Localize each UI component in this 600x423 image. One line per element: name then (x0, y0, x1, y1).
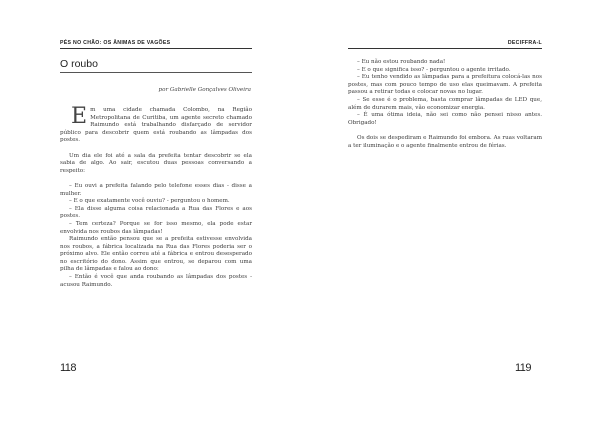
dialogue-line: – É uma ótima ideia, não sei como não pensei nisso antes. Obrigado! (348, 112, 542, 126)
dialogue-line: – E o que exatamente você ouviu? - perguntou o homem. (69, 198, 230, 205)
paragraph: Raimundo então pensou que se a prefeita estivesse envolvida nos roubos, a fábrica localizada na Rua das Flores poderia ser o próximo alvo. Ele então correu até a fábrica e entrou desesperado no escritório do dono. Assim que entrou, se deparou com uma pilha de lâmpadas e falou ao dono: (60, 236, 252, 273)
dialogue-line: – Eu ouvi a prefeita falando pelo telefone esses dias - disse a mulher. (60, 182, 252, 197)
header-rule-right (348, 48, 542, 49)
running-header-right: DECIFFRA-L (507, 40, 542, 46)
dialogue-line: – Então é você que anda roubando as lâmpadas dos postes - acusou Raimundo. (60, 274, 252, 288)
author-byline: por Gabrielle Gonçalves Oliveira (158, 87, 251, 93)
dialogue-line: – Eu não estou roubando nada! (357, 59, 446, 65)
right-body-text (348, 59, 542, 150)
right-page (300, 0, 600, 423)
left-body-text (60, 104, 252, 289)
page-number-right: 119 (515, 362, 532, 374)
dialogue-line: – Tem certeza? Porque se for isso mesmo, ela pode estar envolvida nos roubos das lâmpadas! (60, 220, 252, 235)
dialogue-line: – Eu tenho vendido as lâmpadas para a prefeitura colocá-las nos postes, mas com pouco tempo de uso elas queimavam. A prefeita passou a retirar todas e colocar novas no lugar. (348, 74, 542, 96)
paragraph-2: Um dia ele foi até a sala da prefeita tentar descobrir se ela sabia de algo. Ao sair, escutou duas pessoas conversando a respeito: (60, 152, 252, 174)
running-header-left: PÉS NO CHÃO: OS ÂNIMAS DE VAGÕES (60, 40, 171, 46)
paragraph-1: Em uma cidade chamada Colombo, na Região Metropolitana de Curitiba, um agente secreto chamado Raimundo está trabalhando disfarçado de servidor público para descobrir quem está roubando as lâmpadas dos postes. (60, 104, 252, 144)
drop-cap: E (71, 104, 88, 129)
closing-paragraph: Os dois se despediram e Raimundo foi embora. As ruas voltaram a ter iluminação e o agente finalmente entrou de férias. (348, 134, 542, 149)
page-number-left: 118 (60, 362, 77, 374)
header-rule-left (60, 48, 252, 49)
chapter-title: O roubo (60, 58, 98, 70)
title-rule (60, 72, 252, 73)
dialogue-line: – Ela disse alguma coisa relacionada a Rua das Flores e aos postes. (60, 205, 252, 220)
dialogue-line: – E o que significa isso? - perguntou o agente irritado. (357, 66, 511, 73)
dialogue-line: – Se esse é o problema, basta comprar lâmpadas de LED que, além de durarem mais, vão economizar energia. (348, 96, 542, 111)
